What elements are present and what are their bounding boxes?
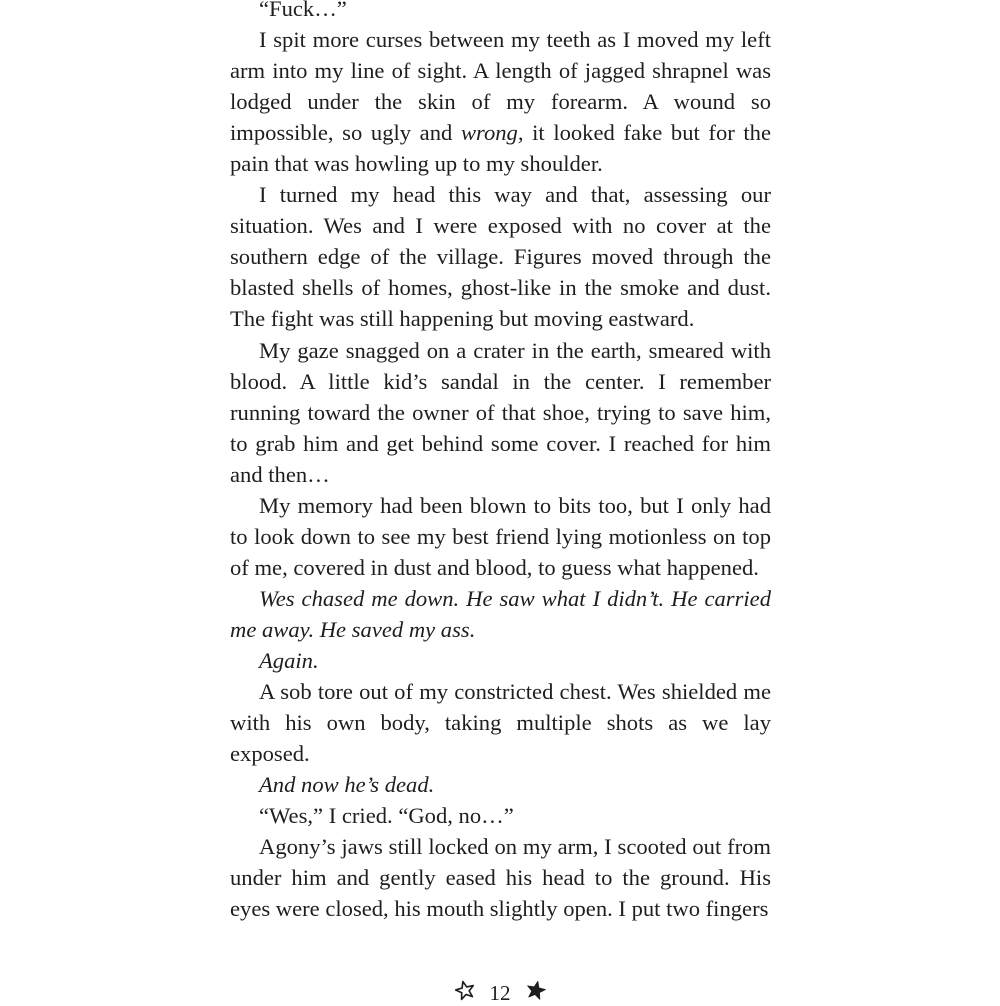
italic-text-run: Again.: [259, 647, 319, 673]
paragraph: [230, 24, 771, 179]
text-run: I turned my head this way and that, assessing our situation. Wes and I were exposed with no cover at the southern edge of the village. Figures moved through the blasted shells of homes, ghost-like in the smoke and dust. The fight was still happening but moving eastward.: [230, 182, 771, 332]
paragraph: [230, 676, 771, 769]
book-page-text: [230, 0, 771, 924]
italic-text-run: Wes chased me down. He saw what I didn’t. He carried me away. He saved my ass.: [230, 585, 771, 642]
text-run: My memory had been blown to bits too, but I only had to look down to see my best friend lying motionless on top of me, covered in dust and blood, to guess what happened.: [230, 492, 771, 580]
italic-paragraph: [230, 583, 771, 645]
paragraph: [230, 335, 771, 490]
text-run: A sob tore out of my constricted chest. Wes shielded me with his own body, taking multiple shots as we lay exposed.: [230, 679, 771, 767]
outline-star-icon: [454, 979, 476, 1001]
italic-paragraph: [230, 645, 771, 676]
paragraph: [230, 179, 771, 334]
paragraph: [230, 831, 771, 924]
text-run: it looked fake but for the pain that was howling up to my shoulder.: [230, 120, 771, 177]
text-run: I spit more curses between my teeth as I moved my left arm into my line of sight. A length of jagged shrapnel was lodged under the skin of my forearm. A wound so impossible, so ugly and: [230, 27, 771, 146]
italic-paragraph: [230, 769, 771, 800]
filled-star-icon: [525, 979, 547, 1001]
paragraph: [230, 800, 771, 831]
paragraph: [230, 0, 771, 24]
page-number: 12: [489, 980, 511, 1005]
page-footer: [0, 975, 1000, 1005]
text-run: “Wes,” I cried. “God, no…”: [259, 803, 514, 829]
text-run: Agony’s jaws still locked on my arm, I scooted out from under him and gently eased his head to the ground. His eyes were closed, his mouth slightly open. I put two fingers: [230, 834, 771, 922]
paragraph: [230, 490, 771, 583]
text-run: “Fuck…”: [259, 0, 347, 21]
italic-text-run: And now he’s dead.: [259, 772, 435, 798]
italic-text-run: wrong,: [460, 120, 524, 146]
text-run: My gaze snagged on a crater in the earth, smeared with blood. A little kid’s sandal in the center. I remember running toward the owner of that shoe, trying to save him, to grab him and get behind some cover. I reached for him and then…: [230, 337, 771, 487]
